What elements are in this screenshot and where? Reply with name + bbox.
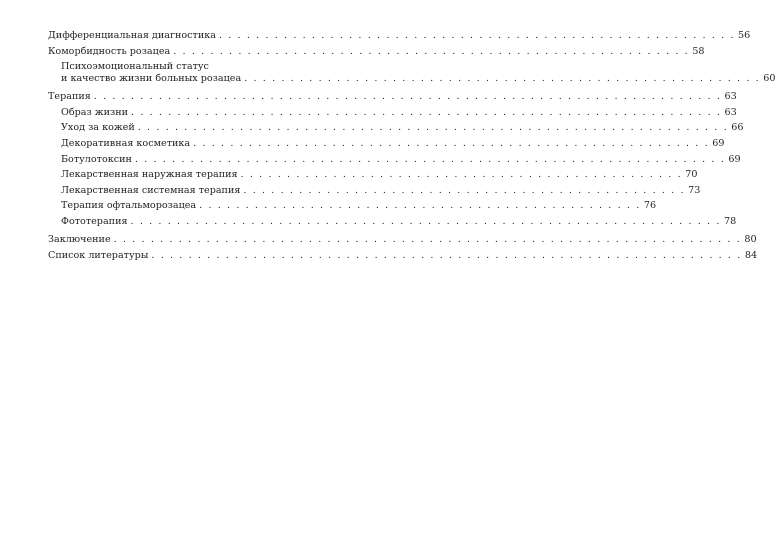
toc-page-number: 66	[731, 122, 744, 134]
toc-page-number: 60	[763, 73, 776, 85]
leader-dots: . . . . . . . . . . . . . . . . . . . . . . . . . . . . . . . . . . . . . . . . . . . . . . . . . . . . . . . .	[218, 30, 736, 41]
leader-dots: . . . . . . . . . . . . . . . . . . . . . . . . . . . . . . . . . . . . . . . . . . . . . . . . . . . . . . . . . . . . . . . . . . . .	[113, 233, 742, 245]
toc-entry-title: Ботулотоксин	[61, 153, 132, 165]
toc-entry-title: Образ жизни	[61, 106, 129, 118]
toc-entry-title: Терапия офтальморозацеа	[61, 200, 197, 212]
toc-page-number: 63	[724, 91, 737, 103]
toc-entry-conclusion[interactable]	[48, 233, 757, 246]
toc-entry-psychoemotional-status[interactable]	[48, 61, 776, 85]
toc-entry-differential-diagnosis[interactable]	[48, 30, 751, 42]
toc-entry-ocular-rosacea-therapy[interactable]	[48, 200, 657, 212]
toc-entry-title: Заключение	[48, 233, 111, 245]
toc-entry-title: Список литературы	[48, 249, 149, 261]
toc-entry-references[interactable]	[48, 249, 758, 262]
toc-entry-title-line1: Психоэмоциональный статус	[61, 61, 209, 73]
toc-entry-title: Фототерапия	[61, 215, 128, 227]
toc-entry-line2	[61, 73, 776, 85]
leader-dots: . . . . . . . . . . . . . . . . . . . . . . . . . . . . . . . . . . . . . . . . . . . . . . . . . . . . . . . . . . . . . . . .	[137, 122, 729, 134]
toc-entry-title: Декоративная косметика	[61, 137, 191, 149]
leader-dots: . . . . . . . . . . . . . . . . . . . . . . . . . . . . . . . . . . . . . . . . . . . . . . . . . . . . . . . . . . . . . . . . . . . .	[93, 91, 722, 103]
toc-entry-title: Коморбидность розацеа	[48, 45, 171, 57]
toc-entry-title: Дифференциальная диагностика	[48, 30, 216, 41]
toc-entry-therapy[interactable]	[48, 91, 737, 103]
toc-page-number: 73	[688, 184, 701, 196]
table-of-contents	[48, 30, 776, 265]
leader-dots: . . . . . . . . . . . . . . . . . . . . . . . . . . . . . . . . . . . . . . . . . . . . . . . . . . . . . . . .	[244, 73, 761, 85]
toc-page-number: 84	[744, 249, 758, 261]
leader-dots: . . . . . . . . . . . . . . . . . . . . . . . . . . . . . . . . . . . . . . . . . . . . . . . .	[240, 169, 683, 181]
toc-page-number: 56	[738, 30, 751, 41]
toc-entry-systemic-therapy[interactable]	[48, 184, 701, 197]
toc-page-number: 69	[712, 137, 725, 149]
toc-entry-phototherapy[interactable]	[48, 215, 737, 228]
toc-entry-comorbidity[interactable]	[48, 45, 705, 58]
toc-entry-title: Уход за кожей	[61, 122, 135, 134]
leader-dots: . . . . . . . . . . . . . . . . . . . . . . . . . . . . . . . . . . . . . . . . . . . . . . . . . . . . . . . . . . . . . . . .	[134, 153, 726, 165]
toc-entry-topical-therapy[interactable]	[48, 169, 698, 181]
leader-dots: . . . . . . . . . . . . . . . . . . . . . . . . . . . . . . . . . . . . . . . . . . . . . . . . . . . . . . . . . . . . . . . .	[131, 106, 722, 118]
toc-entry-lifestyle[interactable]	[48, 106, 737, 119]
toc-entry-decorative-cosmetics[interactable]	[48, 137, 725, 150]
leader-dots: . . . . . . . . . . . . . . . . . . . . . . . . . . . . . . . . . . . . . . . . . . . . . . . .	[199, 200, 641, 212]
toc-page-number: 76	[643, 200, 657, 212]
toc-page-number: 70	[685, 169, 698, 181]
toc-entry-botulinum-toxin[interactable]	[48, 153, 741, 166]
leader-dots: . . . . . . . . . . . . . . . . . . . . . . . . . . . . . . . . . . . . . . . . . . . . . . . . . . . . . . . .	[193, 137, 710, 149]
toc-entry-skin-care[interactable]	[48, 122, 744, 134]
leader-dots: . . . . . . . . . . . . . . . . . . . . . . . . . . . . . . . . . . . . . . . . . . . . . . . .	[243, 184, 686, 196]
toc-page-number: 78	[724, 215, 737, 227]
leader-dots: . . . . . . . . . . . . . . . . . . . . . . . . . . . . . . . . . . . . . . . . . . . . . . . . . . . . . . . .	[173, 45, 690, 57]
toc-page-number: 58	[692, 45, 705, 57]
toc-page-number: 80	[744, 233, 757, 245]
toc-page-number: 63	[724, 106, 737, 118]
toc-entry-title-line2: и качество жизни больных розацеа	[61, 73, 242, 85]
toc-page-number: 69	[728, 153, 741, 165]
leader-dots: . . . . . . . . . . . . . . . . . . . . . . . . . . . . . . . . . . . . . . . . . . . . . . . . . . . . . . . . . . . . . . . .	[151, 249, 742, 261]
toc-entry-title: Лекарственная системная терапия	[61, 184, 241, 196]
leader-dots: . . . . . . . . . . . . . . . . . . . . . . . . . . . . . . . . . . . . . . . . . . . . . . . . . . . . . . . . . . . . . . . .	[130, 215, 722, 227]
toc-entry-title: Лекарственная наружная терапия	[61, 169, 238, 181]
toc-entry-title: Терапия	[48, 91, 91, 103]
